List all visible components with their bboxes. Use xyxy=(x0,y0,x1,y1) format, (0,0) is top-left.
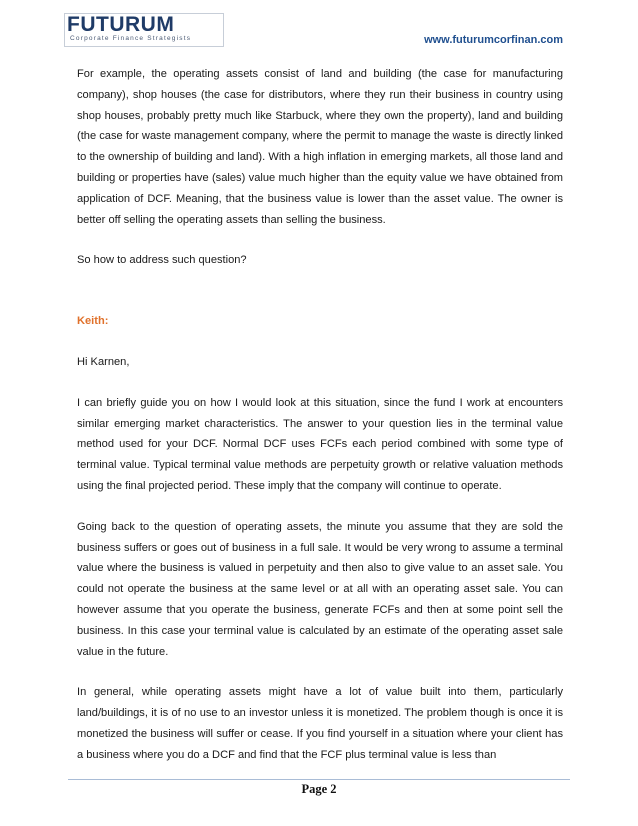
paragraph-monetization: In general, while operating assets might have a lot of value built into them, particularly land/buildings, it is of no use to an investor unless it is monetized. The problem though is once it is monetized the business will suffer or cease. If you find yourself in a situation where your client has a business where you do a DCF and find that the FCF plus terminal value is less than xyxy=(77,686,563,761)
page-number: Page 2 xyxy=(301,782,337,796)
logo-wordmark: FUTURUM xyxy=(67,13,175,36)
logo-tagline: Corporate Finance Strategists xyxy=(70,35,192,42)
speaker-label: Keith: xyxy=(77,315,109,328)
paragraph-terminal-value: I can briefly guide you on how I would look at this situation, since the fund I work at encounters similar emerging market characteristics. The answer to your question lies in the terminal value method used for your DCF. Normal DCF uses FCFs each period combined with some type of terminal value. Typical terminal value methods are perpetuity growth or relative valuation methods using the final projected period. These imply that the company will continue to operate. xyxy=(77,396,563,492)
paragraph-operating-assets-example: For example, the operating assets consist of land and building (the case for manufacturing company), shop houses (the case for distributors, where they run their business in country using shop houses, probably pretty much like Starbuck, where they own the property), land and building (the case for waste management company, where the permit to manage the waste is directly linked to the ownership of building and land). With a high inflation in emerging markets, all those land and building or properties have (sales) value much higher than the equity value we have obtained from application of DCF. Meaning, that the business value is lower than the asset value. The owner is better off selling the operating assets than selling the business. xyxy=(77,68,563,226)
paragraph-question: So how to address such question? xyxy=(77,254,247,267)
website-url: www.futurumcorfinan.com xyxy=(424,34,563,46)
page-header xyxy=(0,0,638,56)
company-logo xyxy=(64,13,224,47)
page-footer xyxy=(68,779,570,799)
document-body xyxy=(77,64,563,766)
paragraph-asset-sale: Going back to the question of operating assets, the minute you assume that they are sold the business suffers or goes out of business in a full sale. It would be very wrong to assume a terminal value where the business is valued in perpetuity and then also to give value to an asset sale. You could not operate the business at the same level or at all with an operating asset sale. You can however assume that you operate the business, generate FCFs and then at some point sell the business. In this case your terminal value is calculated by an estimate of the operating asset sale value in the future. xyxy=(77,520,563,658)
greeting: Hi Karnen, xyxy=(77,355,130,368)
